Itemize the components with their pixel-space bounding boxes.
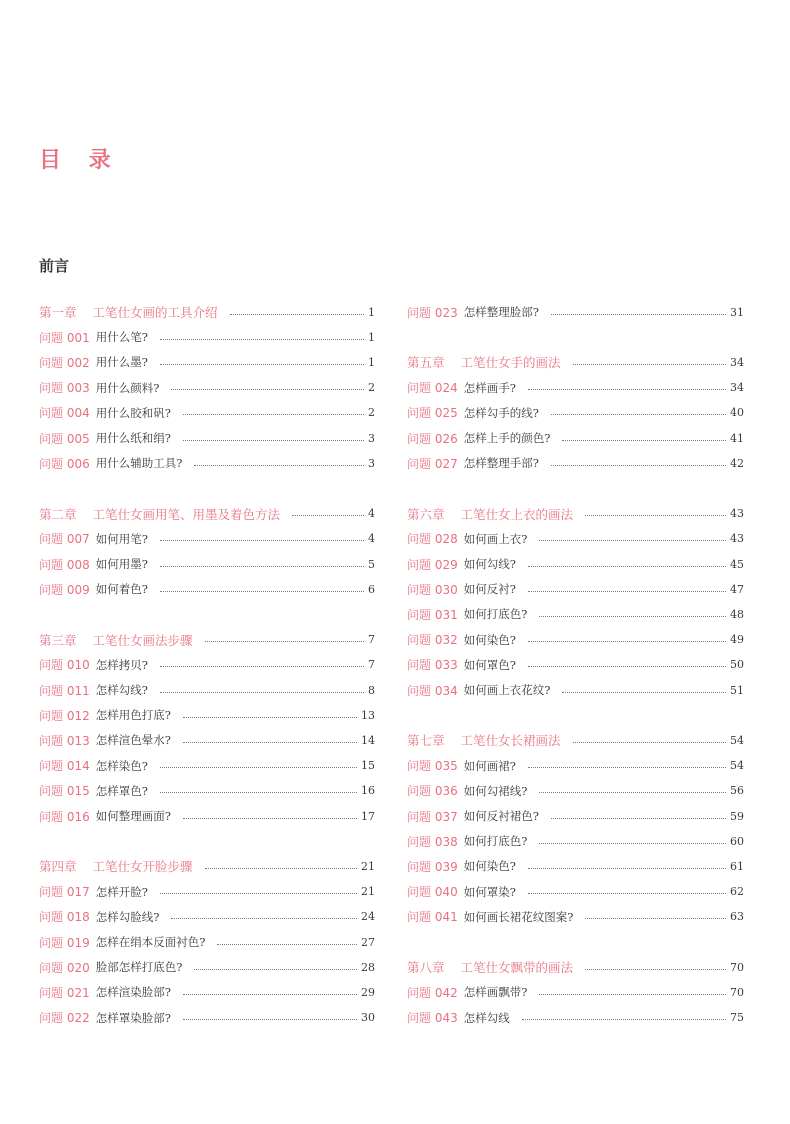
question-number: 问题 041 <box>407 910 458 925</box>
toc-entry[interactable] <box>407 527 744 551</box>
page-number: 15 <box>361 759 375 773</box>
dot-leader <box>562 692 726 693</box>
dot-leader <box>573 742 726 743</box>
question-number: 问题 006 <box>39 456 90 471</box>
question-number: 问题 023 <box>407 305 458 320</box>
question-title: 用什么笔? <box>95 330 148 345</box>
question-title: 如何打底色? <box>463 607 528 622</box>
page-number: 24 <box>361 910 375 924</box>
dot-leader <box>160 364 364 365</box>
toc-entry[interactable] <box>407 300 744 324</box>
dot-leader <box>160 792 357 793</box>
question-title: 如何反衬裙色? <box>463 809 539 823</box>
question-number: 问题 008 <box>39 557 90 572</box>
toc-chapter-entry[interactable] <box>407 502 744 526</box>
dot-leader <box>183 440 364 441</box>
page-number: 34 <box>730 355 744 369</box>
question-title: 如何罩色? <box>463 657 516 672</box>
page-number: 29 <box>361 985 375 999</box>
page-number: 45 <box>730 557 744 571</box>
chapter-title: 工笔仕女画的工具介绍 <box>92 305 218 320</box>
question-number: 问题 030 <box>407 582 458 597</box>
question-number: 问题 018 <box>39 910 90 925</box>
toc-entry[interactable] <box>39 426 375 450</box>
dot-leader <box>160 893 357 894</box>
page-number: 30 <box>361 1011 375 1025</box>
question-number: 问题 003 <box>39 381 90 396</box>
dot-leader <box>171 918 357 919</box>
dot-leader <box>585 515 726 516</box>
dot-leader <box>539 792 726 793</box>
dot-leader <box>562 440 726 441</box>
question-number: 问题 017 <box>39 885 90 900</box>
question-title: 怎样勾线? <box>95 683 148 697</box>
toc-entry[interactable] <box>407 880 744 904</box>
page-title: 目 录 <box>39 148 121 173</box>
page-number: 75 <box>730 1011 744 1025</box>
question-title: 如何反衬? <box>463 582 516 597</box>
question-title: 如何用墨? <box>95 557 148 571</box>
toc-entry[interactable] <box>39 653 375 677</box>
question-title: 怎样在绢本反面衬色? <box>95 935 206 949</box>
toc-entry[interactable] <box>407 829 744 853</box>
chapter-number: 第五章 <box>407 355 445 371</box>
dot-leader <box>528 591 726 592</box>
page-number: 34 <box>730 381 744 395</box>
page-number: 16 <box>361 784 375 798</box>
chapter-title: 工笔仕女手的画法 <box>460 355 561 371</box>
toc-preface: 前言 <box>39 257 70 275</box>
question-title: 如何罩染? <box>463 884 516 899</box>
page-number: 61 <box>730 859 744 873</box>
toc-chapter-entry[interactable] <box>407 350 744 374</box>
toc-entry[interactable] <box>39 930 375 954</box>
toc-entry[interactable] <box>407 577 744 601</box>
dot-leader <box>194 969 357 970</box>
dot-leader <box>183 994 357 995</box>
page-number: 54 <box>730 759 744 773</box>
toc-entry[interactable] <box>407 779 744 803</box>
dot-leader <box>539 540 726 541</box>
question-number: 问题 040 <box>407 885 458 900</box>
toc-entry[interactable] <box>39 350 375 374</box>
page-number: 70 <box>730 985 744 999</box>
chapter-number: 第六章 <box>407 506 445 522</box>
toc-entry[interactable] <box>39 703 375 727</box>
dot-leader <box>205 641 364 642</box>
question-number: 问题 039 <box>407 859 458 874</box>
question-number: 问题 015 <box>39 784 90 799</box>
question-title: 怎样勾脸线? <box>95 909 160 924</box>
toc-chapter-entry[interactable] <box>39 502 375 526</box>
chapter-title: 工笔仕女画法步骤 <box>92 632 193 648</box>
page-number: 21 <box>361 885 375 899</box>
dot-leader <box>539 616 726 617</box>
dot-leader <box>585 918 726 919</box>
question-title: 如何画裙? <box>463 758 516 773</box>
question-number: 问题 038 <box>407 834 458 849</box>
page-number: 13 <box>361 708 375 722</box>
dot-leader <box>539 994 726 995</box>
toc-entry[interactable] <box>39 880 375 904</box>
page-number: 1 <box>368 355 375 369</box>
dot-leader <box>183 818 357 819</box>
question-number: 问题 014 <box>39 759 90 774</box>
dot-leader <box>551 818 726 819</box>
dot-leader <box>230 314 364 315</box>
question-number: 问题 042 <box>407 985 458 1000</box>
question-number: 问题 001 <box>39 330 90 345</box>
chapter-title: 工笔仕女画用笔、用墨及着色方法 <box>92 506 281 522</box>
question-number: 问题 004 <box>39 406 90 421</box>
question-number: 问题 025 <box>407 406 458 421</box>
chapter-title: 工笔仕女飘带的画法 <box>460 960 574 976</box>
dot-leader <box>183 717 357 718</box>
toc-entry[interactable] <box>39 325 375 349</box>
question-number: 问题 021 <box>39 985 90 1000</box>
dot-leader <box>292 515 364 516</box>
dot-leader <box>183 414 364 415</box>
page-number: 40 <box>730 406 744 420</box>
toc-entry[interactable] <box>407 653 744 677</box>
toc-entry[interactable] <box>39 779 375 803</box>
chapter-number: 第一章 <box>39 305 77 320</box>
chapter-title: 工笔仕女长裙画法 <box>460 733 561 749</box>
toc-entry[interactable] <box>407 754 744 778</box>
question-title: 用什么纸和绢? <box>95 431 171 445</box>
dot-leader <box>528 566 726 567</box>
chapter-number: 第七章 <box>407 733 445 749</box>
question-title: 用什么墨? <box>95 355 148 370</box>
question-number: 问题 034 <box>407 683 458 698</box>
question-title: 怎样罩染脸部? <box>95 1010 171 1025</box>
question-number: 问题 037 <box>407 809 458 824</box>
page-number: 6 <box>368 582 375 596</box>
chapter-number: 第八章 <box>407 960 445 976</box>
question-title: 用什么辅助工具? <box>95 456 183 471</box>
question-title: 怎样上手的颜色? <box>463 431 551 445</box>
page-number: 42 <box>730 456 744 470</box>
page-number: 4 <box>368 507 375 521</box>
page-number: 7 <box>368 633 375 647</box>
toc-entry[interactable] <box>39 955 375 979</box>
toc-entry[interactable] <box>39 1006 375 1030</box>
question-number: 问题 032 <box>407 633 458 648</box>
question-title: 脸部怎样打底色? <box>95 960 183 975</box>
page-number: 7 <box>368 658 375 672</box>
dot-leader <box>160 540 364 541</box>
toc-chapter-entry[interactable] <box>39 854 375 878</box>
question-number: 问题 036 <box>407 784 458 799</box>
page-number: 5 <box>368 557 375 571</box>
dot-leader <box>160 339 364 340</box>
question-number: 问题 022 <box>39 1011 90 1026</box>
question-title: 怎样用色打底? <box>95 708 171 723</box>
question-number: 问题 012 <box>39 708 90 723</box>
toc-chapter-entry[interactable] <box>39 628 375 652</box>
question-number: 问题 033 <box>407 658 458 673</box>
page-number: 54 <box>730 733 744 747</box>
toc-entry[interactable] <box>407 628 744 652</box>
question-number: 问题 019 <box>39 935 90 950</box>
dot-leader <box>551 414 726 415</box>
dot-leader <box>528 666 726 667</box>
page-number: 47 <box>730 582 744 596</box>
question-title: 怎样渲色晕水? <box>95 733 171 748</box>
dot-leader <box>160 666 364 667</box>
toc-entry[interactable] <box>39 401 375 425</box>
question-title: 怎样拷贝? <box>95 657 148 672</box>
dot-leader <box>528 767 726 768</box>
dot-leader <box>183 742 357 743</box>
page-number: 63 <box>730 910 744 924</box>
question-number: 问题 011 <box>39 683 90 698</box>
question-title: 怎样勾线 <box>463 1010 510 1025</box>
toc-entry[interactable] <box>407 401 744 425</box>
toc-entry[interactable] <box>407 980 744 1004</box>
page-number: 8 <box>368 683 375 697</box>
question-title: 如何着色? <box>95 582 148 597</box>
dot-leader <box>160 591 364 592</box>
page-number: 49 <box>730 633 744 647</box>
page-number: 60 <box>730 834 744 848</box>
question-title: 如何画上衣? <box>463 531 528 546</box>
page-number: 2 <box>368 406 375 420</box>
question-title: 如何勾线? <box>463 557 516 571</box>
dot-leader <box>551 314 726 315</box>
toc-entry[interactable] <box>39 527 375 551</box>
question-number: 问题 035 <box>407 759 458 774</box>
page-number: 3 <box>368 456 375 470</box>
dot-leader <box>528 641 726 642</box>
chapter-number: 第三章 <box>39 632 77 648</box>
dot-leader <box>217 944 357 945</box>
page-number: 70 <box>730 960 744 974</box>
toc-entry[interactable] <box>407 426 744 450</box>
page-number: 56 <box>730 784 744 798</box>
question-title: 如何画长裙花纹图案? <box>463 909 574 924</box>
question-title: 怎样染色? <box>95 758 148 773</box>
toc-entry[interactable] <box>39 980 375 1004</box>
page-number: 1 <box>368 330 375 344</box>
question-number: 问题 029 <box>407 557 458 572</box>
page-number: 31 <box>730 305 744 319</box>
dot-leader <box>160 692 364 693</box>
question-number: 问题 009 <box>39 582 90 597</box>
question-title: 怎样勾手的线? <box>463 405 539 420</box>
toc-entry[interactable] <box>39 905 375 929</box>
toc-entry[interactable] <box>407 678 744 702</box>
chapter-title: 工笔仕女开脸步骤 <box>92 859 193 875</box>
dot-leader <box>528 868 726 869</box>
question-title: 怎样渲染脸部? <box>95 985 171 1000</box>
toc-entry[interactable] <box>39 728 375 752</box>
toc-entry[interactable] <box>39 552 375 576</box>
page-number: 62 <box>730 885 744 899</box>
page-number: 28 <box>361 960 375 974</box>
page-number: 3 <box>368 431 375 445</box>
toc-entry[interactable] <box>407 905 744 929</box>
dot-leader <box>171 389 364 390</box>
toc-chapter-entry[interactable] <box>39 300 375 324</box>
question-number: 问题 024 <box>407 381 458 396</box>
toc-entry[interactable] <box>407 854 744 878</box>
question-title: 如何染色? <box>463 859 516 874</box>
page-number: 48 <box>730 607 744 621</box>
chapter-number: 第二章 <box>39 506 77 522</box>
toc-entry[interactable] <box>407 451 744 475</box>
toc-entry[interactable] <box>407 376 744 400</box>
toc-entry[interactable] <box>407 602 744 626</box>
question-title: 怎样画飘带? <box>463 985 528 1000</box>
question-title: 如何画上衣花纹? <box>463 683 551 697</box>
question-number: 问题 027 <box>407 456 458 471</box>
question-title: 怎样开脸? <box>95 884 148 899</box>
question-title: 用什么胶和矾? <box>95 405 171 420</box>
page-number: 50 <box>730 658 744 672</box>
page-number: 59 <box>730 809 744 823</box>
question-number: 问题 016 <box>39 809 90 824</box>
question-title: 怎样罩色? <box>95 783 148 798</box>
toc-entry[interactable] <box>407 804 744 828</box>
question-title: 如何染色? <box>463 632 516 647</box>
dot-leader <box>160 767 357 768</box>
page-number: 51 <box>730 683 744 697</box>
toc-entry[interactable] <box>39 678 375 702</box>
question-number: 问题 005 <box>39 431 90 446</box>
question-title: 怎样整理脸部? <box>463 305 539 319</box>
dot-leader <box>205 868 357 869</box>
chapter-title: 工笔仕女上衣的画法 <box>460 506 574 522</box>
page-number: 1 <box>368 305 375 319</box>
question-title: 如何打底色? <box>463 834 528 849</box>
dot-leader <box>573 364 726 365</box>
page-number: 2 <box>368 381 375 395</box>
page-number: 43 <box>730 532 744 546</box>
toc-chapter-entry[interactable] <box>407 728 744 752</box>
question-number: 问题 007 <box>39 532 90 547</box>
page-number: 14 <box>361 733 375 747</box>
question-number: 问题 026 <box>407 431 458 446</box>
question-title: 用什么颜料? <box>95 380 160 395</box>
page-number: 21 <box>361 859 375 873</box>
chapter-number: 第四章 <box>39 859 77 875</box>
question-number: 问题 002 <box>39 355 90 370</box>
question-number: 问题 031 <box>407 607 458 622</box>
question-number: 问题 020 <box>39 960 90 975</box>
question-number: 问题 028 <box>407 532 458 547</box>
dot-leader <box>160 566 364 567</box>
toc-entry[interactable] <box>39 804 375 828</box>
dot-leader <box>183 1019 357 1020</box>
page-number: 41 <box>730 431 744 445</box>
page-number: 27 <box>361 935 375 949</box>
page-number: 43 <box>730 507 744 521</box>
dot-leader <box>194 465 364 466</box>
dot-leader <box>528 389 726 390</box>
dot-leader <box>528 893 726 894</box>
dot-leader <box>551 465 726 466</box>
page-number: 17 <box>361 809 375 823</box>
question-title: 如何勾裙线? <box>463 783 528 798</box>
question-number: 问题 043 <box>407 1011 458 1026</box>
question-title: 如何整理画面? <box>95 809 171 823</box>
toc-chapter-entry[interactable] <box>407 955 744 979</box>
question-title: 如何用笔? <box>95 531 148 546</box>
question-title: 怎样整理手部? <box>463 456 539 471</box>
dot-leader <box>539 843 726 844</box>
dot-leader <box>522 1019 726 1020</box>
toc-entry[interactable] <box>407 552 744 576</box>
toc-entry[interactable] <box>39 376 375 400</box>
page-number: 4 <box>368 532 375 546</box>
question-number: 问题 013 <box>39 733 90 748</box>
toc-entry[interactable] <box>39 577 375 601</box>
toc-entry[interactable] <box>407 1006 744 1030</box>
dot-leader <box>585 969 726 970</box>
toc-entry[interactable] <box>39 754 375 778</box>
question-title: 怎样画手? <box>463 380 516 395</box>
question-number: 问题 010 <box>39 658 90 673</box>
toc-entry[interactable] <box>39 451 375 475</box>
